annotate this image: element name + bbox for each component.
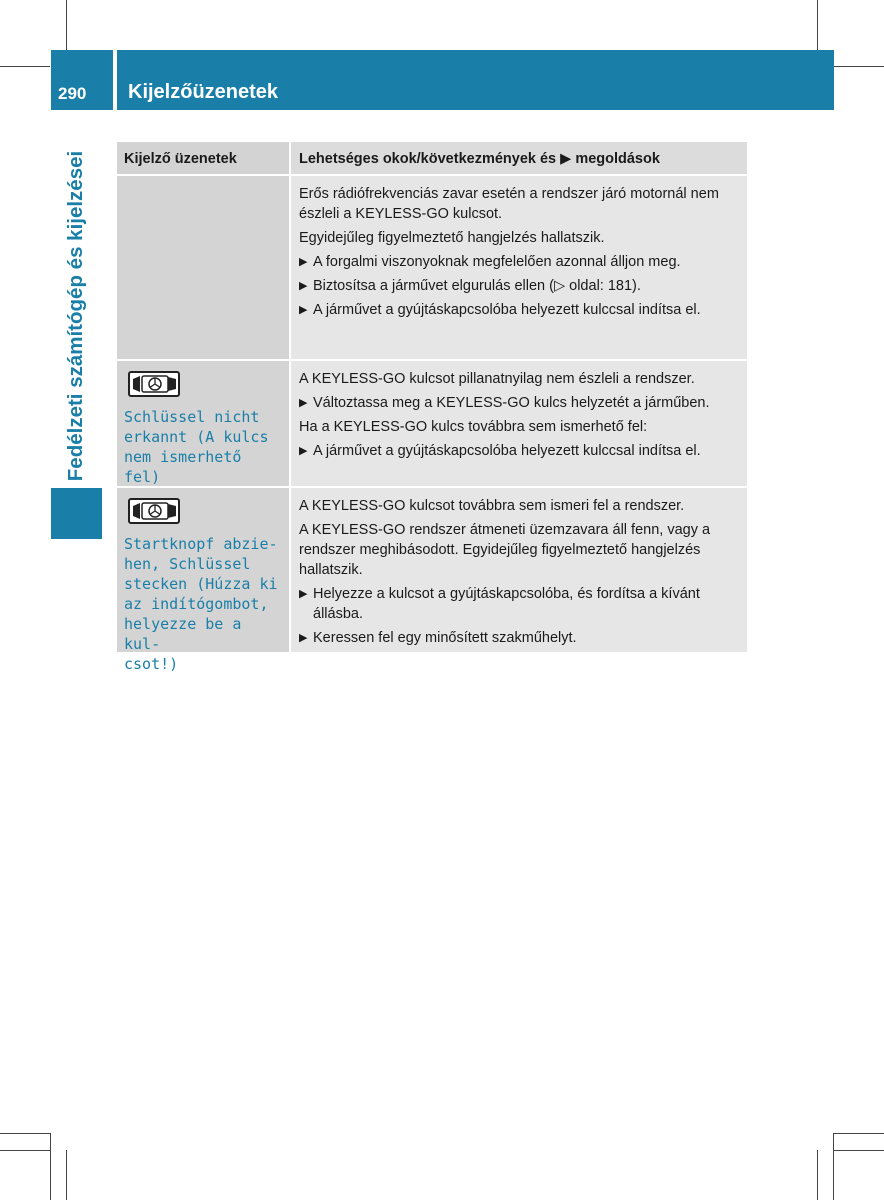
message-cell: [117, 361, 289, 486]
action-text: Keressen fel egy minősített szakműhelyt.: [313, 630, 577, 646]
action-item: [299, 276, 740, 296]
display-message: helyezze be a kul-: [124, 615, 242, 653]
action-text: Helyezze a kulcsot a gyújtáskapcsolóba, és fordítsa a kívánt állásba.: [313, 586, 700, 622]
table-row: [117, 361, 747, 488]
cause-cell: [289, 361, 747, 486]
key-icon: [128, 498, 180, 524]
action-text: A járművet a gyújtáskapcsolóba helyezett kulccsal indítsa el.: [313, 443, 701, 459]
message-cell: [117, 488, 289, 673]
display-message: hen, Schlüssel: [124, 555, 251, 573]
section-title-vertical: Fedélzeti számítógép és kijelzései: [64, 150, 87, 482]
action-item: [299, 252, 740, 272]
cause-text: Ha a KEYLESS-GO kulcs továbbra sem ismerhető fel:: [299, 419, 648, 435]
cause-text: A KEYLESS-GO rendszer átmeneti üzemzavara áll fenn, vagy a rendszer meghibásodott. Egyidejűleg figyelmeztető hangjelzés hallatszik.: [299, 522, 711, 578]
side-tab-marker: [51, 488, 102, 539]
display-message: stecken (Húzza ki: [124, 575, 278, 593]
action-item: [299, 441, 740, 461]
cause-text: A KEYLESS-GO kulcsot továbbra sem ismeri fel a rendszer.: [299, 498, 685, 514]
bullet-triangle-icon: ▶: [299, 304, 308, 316]
display-message: az indítógombot,: [124, 595, 269, 613]
action-text: A járművet a gyújtáskapcsolóba helyezett kulccsal indítsa el.: [313, 302, 701, 318]
message-cell-empty: [117, 176, 289, 359]
crop-mark: [833, 1133, 834, 1200]
page-title: Kijelzőüzenetek: [128, 81, 279, 103]
crop-mark: [817, 1150, 818, 1200]
header-divider: [113, 50, 117, 110]
action-item: [299, 393, 740, 413]
table-row: [117, 176, 747, 361]
action-text: A forgalmi viszonyoknak megfelelően azonnal álljon meg.: [313, 254, 681, 270]
cause-text: Erős rádiófrekvenciás zavar esetén a rendszer járó motornál nem észleli a KEYLESS-GO kulcsot.: [299, 186, 719, 222]
column-header-messages: Kijelző üzenetek: [117, 142, 289, 174]
action-item: [299, 584, 740, 624]
display-message: Startknopf abzie-: [124, 535, 278, 553]
action-item: [299, 300, 740, 320]
cause-cell: [289, 176, 747, 359]
crop-mark: [66, 0, 67, 50]
table-row: [117, 488, 747, 673]
message-table: [117, 142, 747, 673]
cause-text: A KEYLESS-GO kulcsot pillanatnyilag nem észleli a rendszer.: [299, 371, 695, 387]
bullet-triangle-icon: ▶: [299, 632, 308, 644]
bullet-triangle-icon: ▶: [299, 397, 308, 409]
display-message: csot!): [124, 655, 179, 673]
display-message: erkannt (A kulcs: [124, 428, 269, 446]
bullet-triangle-icon: ▶: [299, 256, 308, 268]
display-message: Schlüssel nicht: [124, 408, 260, 426]
crop-mark: [817, 0, 818, 50]
bullet-triangle-icon: ▶: [299, 280, 308, 292]
crop-mark: [0, 1133, 50, 1134]
crop-mark: [66, 1150, 67, 1200]
crop-mark: [50, 1133, 51, 1200]
crop-mark: [0, 1150, 50, 1151]
crop-mark: [834, 66, 884, 67]
crop-mark: [834, 1133, 884, 1134]
cause-text: Egyidejűleg figyelmeztető hangjelzés hallatszik.: [299, 230, 605, 246]
action-item: [299, 628, 740, 648]
bullet-triangle-icon: ▶: [299, 445, 308, 457]
action-text: Változtassa meg a KEYLESS-GO kulcs helyzetét a járműben.: [313, 395, 710, 411]
column-header-causes: Lehetséges okok/következmények és ▶ megoldások: [289, 142, 747, 174]
crop-mark: [0, 66, 50, 67]
display-message: nem ismerhető fel): [124, 448, 242, 486]
table-header-row: [117, 142, 747, 176]
key-icon: [128, 371, 180, 397]
crop-mark: [834, 1150, 884, 1151]
action-text: Biztosítsa a járművet elgurulás ellen (▷ oldal: 181).: [313, 278, 641, 294]
page-number: 290: [58, 84, 87, 103]
cause-cell: [289, 488, 747, 652]
bullet-triangle-icon: ▶: [299, 588, 308, 600]
